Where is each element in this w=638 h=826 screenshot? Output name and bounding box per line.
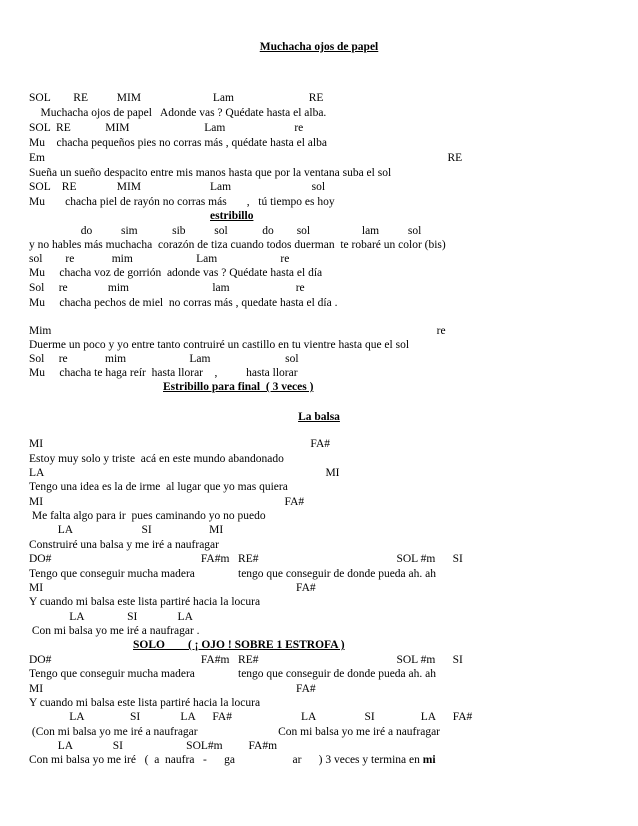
chord-line: sol re mim Lam re [29,253,290,265]
chord-line: DO# FA#m RE# SOL #m SI [29,553,463,565]
lyric-line: Mu chacha pechos de miel no corras más , quedate hasta el día . [29,297,338,309]
lyric-line: Duerme un poco y yo entre tanto contruiré un castillo en tu vientre hasta que el sol [29,339,410,351]
lyric-line: (Con mi balsa yo me iré a naufragar Con mi balsa yo me iré a naufragar [29,726,441,738]
lyric-line: Sueña un sueño despacito entre mis manos hasta que por la ventana suba el sol [29,167,392,179]
chord-line: MI FA# [29,438,331,450]
chorus-final-label: Estribillo para final ( 3 veces ) [163,381,314,393]
chord-line: LA SI MI [29,524,224,536]
lyric-line: Muchacha ojos de papel Adonde vas ? Quédate hasta el alba. [29,107,327,119]
chord-line: Sol re mim lam re [29,282,305,294]
chorus-label: estribillo [210,210,254,222]
lyric-line: Mu chacha pequeños pies no corras más , quédate hasta el alba [29,137,327,149]
chord-line: LA SI LA FA# LA SI LA FA# [29,711,473,723]
chord-line: MI FA# [29,496,305,508]
song-title-muchacha: Muchacha ojos de papel [259,41,379,53]
chord-line: Sol re mim Lam sol [29,353,299,365]
chord-line: do sim sib sol do sol lam sol [29,225,422,237]
lyric-line: Tengo que conseguir mucha madera tengo que conseguir de donde pueda ah. ah [29,668,436,680]
lyric-line: Tengo que conseguir mucha madera tengo que conseguir de donde pueda ah. ah [29,568,436,580]
chord-line: Mim re [29,325,446,337]
lyric-line: Estoy muy solo y triste acá en este mundo abandonado [29,453,284,465]
lyric-line: Con mi balsa yo me iré ( a naufra - ga ar ) 3 veces y termina en mi [29,754,436,766]
lyric-line: Con mi balsa yo me iré a naufragar . [29,625,200,637]
chord-line: LA SI SOL#m FA#m [29,740,278,752]
chord-line: MI FA# [29,683,316,695]
lyric-line: Mu chacha piel de rayón no corras más , tú tiempo es hoy [29,196,335,208]
lyric-line: Tengo una idea es la de irme al lugar que yo mas quiera [29,481,288,493]
chord-line: LA MI [29,467,340,479]
lyric-line: y no hables más muchacha corazón de tiza cuando todos duerman te robaré un color (bis) [29,239,446,251]
song-title-la-balsa: La balsa [298,411,340,423]
lyric-line: Y cuando mi balsa este lista partiré hacia la locura [29,697,261,709]
lyric-line: Me falta algo para ir pues caminando yo no puedo [29,510,266,522]
chord-line: SOL RE MIM Lam sol [29,181,326,193]
chord-line: SOL RE MIM Lam RE [29,92,324,104]
chord-line: Em RE [29,152,463,164]
lyric-line: Y cuando mi balsa este lista partiré hacia la locura [29,596,261,608]
chord-line: DO# FA#m RE# SOL #m SI [29,654,463,666]
lyric-line: Mu chacha voz de gorrión adonde vas ? Quédate hasta el día [29,267,323,279]
lyric-line: Mu chacha te haga reír hasta llorar , hasta llorar [29,367,298,379]
chord-line: MI FA# [29,582,316,594]
ending-word: mi [422,754,436,766]
solo-label: SOLO ( ¡ OJO ! SOBRE 1 ESTROFA ) [133,639,345,651]
chord-line: SOL RE MIM Lam re [29,122,304,134]
lyric-line: Construiré una balsa y me iré a naufragar [29,539,219,551]
chord-line: LA SI LA [29,611,193,623]
